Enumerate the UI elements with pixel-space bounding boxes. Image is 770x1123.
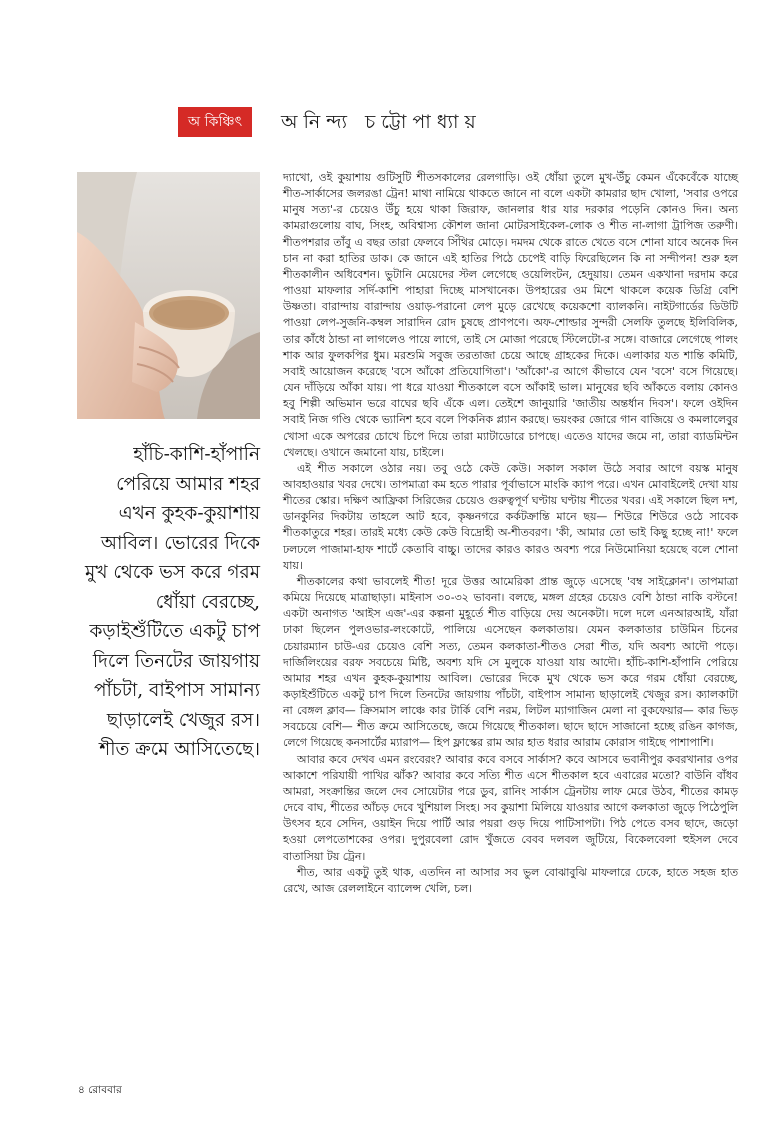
article-paragraph: দ্যাখো, ওই কুয়াশায় গুটিসুটি শীতসকালের রেলগাড়ি। ওই ধোঁয়া তুলে মুখ-উঁচু কেমন এঁকেবেঁকে যাচ্ছে শীত-সার্কাসের জলরঙা ট্রেন! মাথা নামিয়ে থাকতে জানে না বলে একটা কামরার ছাদ খোলা, 'সবার ওপরে মানুষ সত্য'-র চেয়েও উঁচু হয়ে থাকা জিরাফ, জানলার ধার যার দরকার পড়েনি কোনও দিন। অন্য কামরাগুলোয় বাঘ, সিংহ, অবিশ্বাস্য কৌশল জানা মোটরসাইকেল-লোক ও শীত না-লাগা ট্রাপিজ তরুণী। শীতপশরার তাঁবু এ বছর তারা ফেলবে সিঁথির মোড়ে। দমদম থেকে রাতে খেতে বসে শোনা যাবে অনেক দিন চান না করা হাতির ডাক। কে জানে এই হাতির পিঠে চেপেই বাড়ি ফিরেছিলেন কি না সন্দীপন! শুরু হল শীতকালীন অধিবেশন। ভুটানি মেয়েদের স্টল লেগেছে ওয়েলিংটন, হেদুয়ায়। তেমন একখানা দরদাম করে পাওয়া মাফলার সর্দি-কাশি পাহারা দিচ্ছে মাসখানেক। উপহারের ওম মিশে থাকলে কয়েক ডিগ্রি বেশি উষ্ণতা। বারান্দায় বারান্দায় ওয়াড়-পরানো লেপ মুড়ে রেখেছে কয়েকশো ব্যালকনি। নাইটগার্ডের ডিউটি পাওয়া লেপ-সুজনি-কম্বল সারাদিন রোদ চুষছে প্রাণপণে। অফ-শোল্ডার সুন্দরী সেলফি তুলছে ইলিবিলিক, তার কাঁধে ঠান্ডা না লাগলেও পায়ে লাগে, তাই সে মোজা পরেছে স্টিলেটো-র সঙ্গে। বাজারে লেগেছে পালং শাক আর ফুলকপির ধুম। মরশুমি সবুজ তরতাজা চেয়ে আছে গ্রাহকের দিকে। এলাকার যত শান্তি কমিটি, সবাই আয়োজন করেছে 'বসে আঁকো প্রতিযোগিতা'। 'আঁকো'-র আগে কীভাবে যেন 'বসে' বসে গিয়েছে। যেন দাঁড়িয়ে আঁকা যায়। পা ধরে যাওয়া শীতকালে বসে আঁকাই ভাল। মানুষের ছবি আঁকতে বলায় কোনও হবু শিল্পী অভিমান ভরে বাঘের ছবি এঁকে এল। তেইশে জানুয়ারি 'জাতীয় অন্তর্ধান দিবস'। ফলে ওইদিন সবাই নিজ গণ্ডি থেকে ভ্যানিশ হবে বলে পিকনিক প্ল্যান করছে। ভয়ংকর জোরে গান বাজিয়ে ও কমলালেবুর খোসা একে অপরের চোখে চিপে দিয়ে তারা ম্যাটাডোরে চাপছে। এতেও যাদের জমে না, তারা ব্যাডমিন্টন খেলছে। ওখানে জমানো যায়, চাইলে। — [283, 171, 738, 459]
pull-quote: হাঁচি-কাশি-হাঁপানি পেরিয়ে আমার শহর এখন কুহক-কুয়াশায় আবিল। ভোরের দিকে মুখ থেকে ভস করে গরম ধোঁয়া বেরচ্ছে, কড়াইশুঁটিতে একটু চাপ দিলে তিনটের জায়গায় পাঁচটা, বাইপাস সামান্য ছাড়ালেই খেজুর রস। শীত ক্রমে আসিতেছে। — [85, 444, 260, 760]
article-paragraph: শীতকালের কথা ভাবলেই শীত! দূরে উত্তর আমেরিকা প্রান্ত জুড়ে এসেছে 'বম্ব সাইক্লোন'। তাপমাত্রা কমিয়ে দিয়েছে মাত্রাছাড়া। মাইনাস ৩০-৩২ ভাবনা। বলছে, মঙ্গল গ্রহের চেয়েও বেশি ঠান্ডা নাকি বস্টনে! একটা অনাগত 'আইস এজ'-এর কল্পনা মুহূর্তে শীত বাড়িয়ে দেয় অনেকটা। দলে দলে এনআরআই, যাঁরা ঢাকা ছিলেন পুলওভার-লংকোটে, পালিয়ে এসেছেন কলকাতায়। যেমন কলকাতার চাউমিন চিনের চেয়ারম্যান চাউ-এর চেয়েও বেশি সত্য, তেমন কলকাতা-শীতও সেরা শীত, যদি অবশ্য আদৌ পড়ে। দার্জিলিংয়ের বরফ সবচেয়ে মিষ্টি, অবশ্য যদি সে মুলুকে যাওয়া যায় আদৌ। হাঁচি-কাশি-হাঁপানি পেরিয়ে আমার শহর এখন কুহক-কুয়াশায় আবিল। ভোরের দিকে মুখ থেকে ভস করে গরম ধোঁয়া বেরচ্ছে, কড়াইশুঁটিতে একটু চাপ দিলে তিনটের জায়গায় পাঁচটা, বাইপাস সামান্য ছাড়ালেই খেজুর রস। ক্যালকাটা না বেঙ্গল ক্লাব— ক্রিসমাস লাঞ্চে কার টার্কি বেশি নরম, লিটল ম্যাগাজিন মেলা না বুকফেয়ার— কার ভিড় সবচেয়ে বেশি— শীত ক্রমে আসিতেছে, জমে গিয়েছে শীতকাল। ছাদে ছাদে সাজানো হচ্ছে রঙিন কাগজ, লেগে গিয়েছে কনসার্টের ম্যারাপ— হিপ ফ্লাস্কের রাম আর হাত ধরার আরাম কোরাস গাইছে পাশাপাশি। — [283, 574, 738, 750]
article-paragraph: আবার কবে দেখব এমন রংবেরং? আবার কবে বসবে সার্কাস? কবে আসবে ভবানীপুর কবরখানার ওপর আকাশে পরিযায়ী পাখির ঝাঁক? আবার কবে সত্যি শীত এসে শীতকাল হবে এবারের মতো? বাউনি বাঁধব আমরা, সংক্রান্তির জলে দেব সোয়েটার পরে ডুব, রানিং সার্কাস ট্রেনটায় লাফ মেরে উঠব, শীতের কামড় দেবে বাঘ, শীতের আঁচড় দেবে খুশিয়াল সিংহ। সব কুয়াশা মিলিয়ে যাওয়ার আগে কলকাতা জুড়ে পিঠেপুলি উৎসব হবে সেদিন, ওয়াইন দিয়ে পার্টি আর পয়রা গুড় দিয়ে পাটিসাপটা। পিঠ পেতে বসব ছাদে, জড়ো হওয়া লেপতোশকের ওপর। দুপুরবেলা রোদ খুঁজতে বেবব দলবল জুটিয়ে, বিকেলবেলা হুইসল দেবে বাতাসিয়া টয় ট্রেন। — [283, 752, 738, 863]
article-paragraph: এই শীত সকালে ওঠার নয়। তবু ওঠে কেউ কেউ। সকাল সকাল উঠে সবার আগে বয়স্ক মানুষ আবহাওয়ার খবর দেখে। তাপমাত্রা কম হতে পারার পূর্বাভাসে মাংকি ক্যাপ পরে। এখন মোবাইলেই দেখা যায় শীতের স্কোর। দক্ষিণ আফ্রিকা সিরিজের চেয়েও গুরুত্বপূর্ণ ঘণ্টায় ঘণ্টায় শীতের খবর। এই সকালে ছিল দশ, ডানকুনির দিকটায় তাহলে আট হবে, কৃষ্ণনগরে কর্কটক্রান্তি মানে ছয়— শিউরে শিউরে ওঠে সাবেক শীতকাতুরে শহর। তারই মধ্যে কেউ কেউ বিদ্রোহী অ-শীতবরণ। 'কী, আমার তো ভাই কিছু হচ্ছে না!' ফলে ঢলঢলে পাজামা-হাফ শার্টে কেতাবি বাচ্চু। তাদের কারও কারও অবশ্য পরে নিউমোনিয়া হয়েছে বলে শোনা যায়। — [283, 461, 738, 572]
section-tag: অ কিঞ্চিৎ — [178, 107, 252, 137]
tea-cup-icon — [77, 172, 260, 419]
article-paragraph: শীত, আর একটু তুই থাক, এতদিন না আসার সব ভুল বোঝাবুঝি মাফলারে ঢেকে, হাতে সহজ হাত রেখে, আজ রেললাইনে ব্যালেন্স খেলি, চল। — [283, 865, 738, 895]
page-footer: ৪ রোববার — [78, 1084, 122, 1096]
article-header — [178, 107, 738, 137]
tea-cup-photo — [77, 172, 260, 419]
author-name: অনিন্দ্য চট্টোপাধ্যায় — [281, 111, 482, 133]
article-body — [283, 170, 738, 897]
